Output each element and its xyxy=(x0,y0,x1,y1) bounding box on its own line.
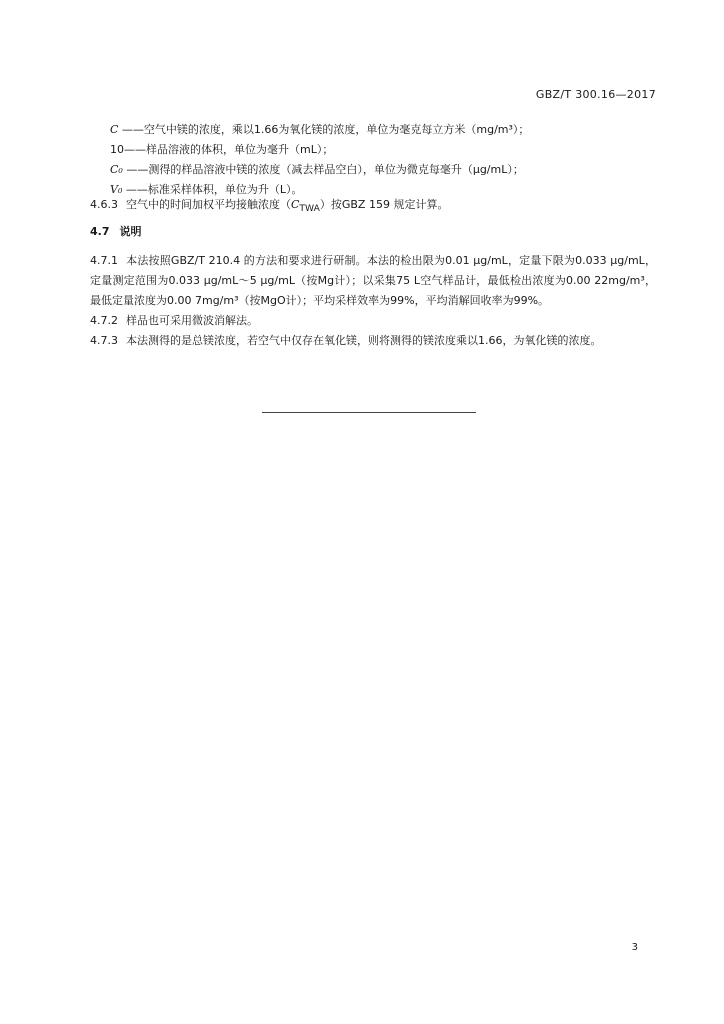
definition-symbol: V₀ xyxy=(110,183,123,196)
clause-number: 4.6.3 xyxy=(90,198,118,211)
twa-subscript: TWA xyxy=(299,203,320,215)
clause-4-6-3 xyxy=(90,195,656,219)
note-number: 4.7.2 xyxy=(90,314,118,327)
definition-text: ——空气中镁的浓度，乘以1.66为氧化镁的浓度，单位为毫克每立方米（mg/m³）； xyxy=(118,123,530,136)
note-text: 样品也可采用微波消解法。 xyxy=(126,314,258,327)
section-title: 说明 xyxy=(119,225,142,238)
definition-text: 10——样品溶液的体积，单位为毫升（mL）； xyxy=(110,143,334,156)
definition-c0 xyxy=(110,160,656,180)
clause-text-after: ）按GBZ 159 规定计算。 xyxy=(319,198,449,211)
variable-definitions xyxy=(90,120,656,200)
clause-text-before: 空气中的时间加权平均接触浓度（ xyxy=(126,198,291,211)
section-number: 4.7 xyxy=(90,225,110,238)
note-text: 本法测得的是总镁浓度，若空气中仅存在氧化镁，则将测得的镁浓度乘以1.66，为氧化镁的浓度。 xyxy=(126,334,602,347)
note-number: 4.7.1 xyxy=(90,254,118,267)
note-number: 4.7.3 xyxy=(90,334,118,347)
definition-text: ——测得的样品溶液中镁的浓度（减去样品空白），单位为微克每毫升（μg/mL）； xyxy=(122,163,524,176)
definition-volume xyxy=(110,140,656,160)
page-number: 3 xyxy=(631,942,638,953)
end-of-document-rule xyxy=(262,412,476,413)
note-4-7-1 xyxy=(90,251,656,311)
definition-text: ——标准采样体积，单位为升（L）。 xyxy=(122,183,303,196)
note-4-7-3 xyxy=(90,331,656,351)
standard-code: GBZ/T 300.16—2017 xyxy=(535,88,656,101)
twa-symbol: C xyxy=(291,198,300,211)
section-heading xyxy=(90,222,656,242)
note-text: 本法按照GBZ/T 210.4 的方法和要求进行研制。本法的检出限为0.01 μg/mL，定量下限为0.033 μg/mL，定量测定范围为0.033 μg/mL～5 μg/mL（按Mg计）；以采集75 L空气样品计，最低检出浓度为0.00 22mg/m³，最低定量浓度为0.00 7mg/m³（按MgO计）；平均采样效率为99%，平均消解回收率为99%。 xyxy=(90,254,656,307)
note-4-7-2 xyxy=(90,311,656,331)
notes-list xyxy=(90,251,656,351)
definition-c xyxy=(110,120,656,140)
definition-symbol: C₀ xyxy=(110,163,123,176)
definition-symbol: C xyxy=(110,123,119,136)
